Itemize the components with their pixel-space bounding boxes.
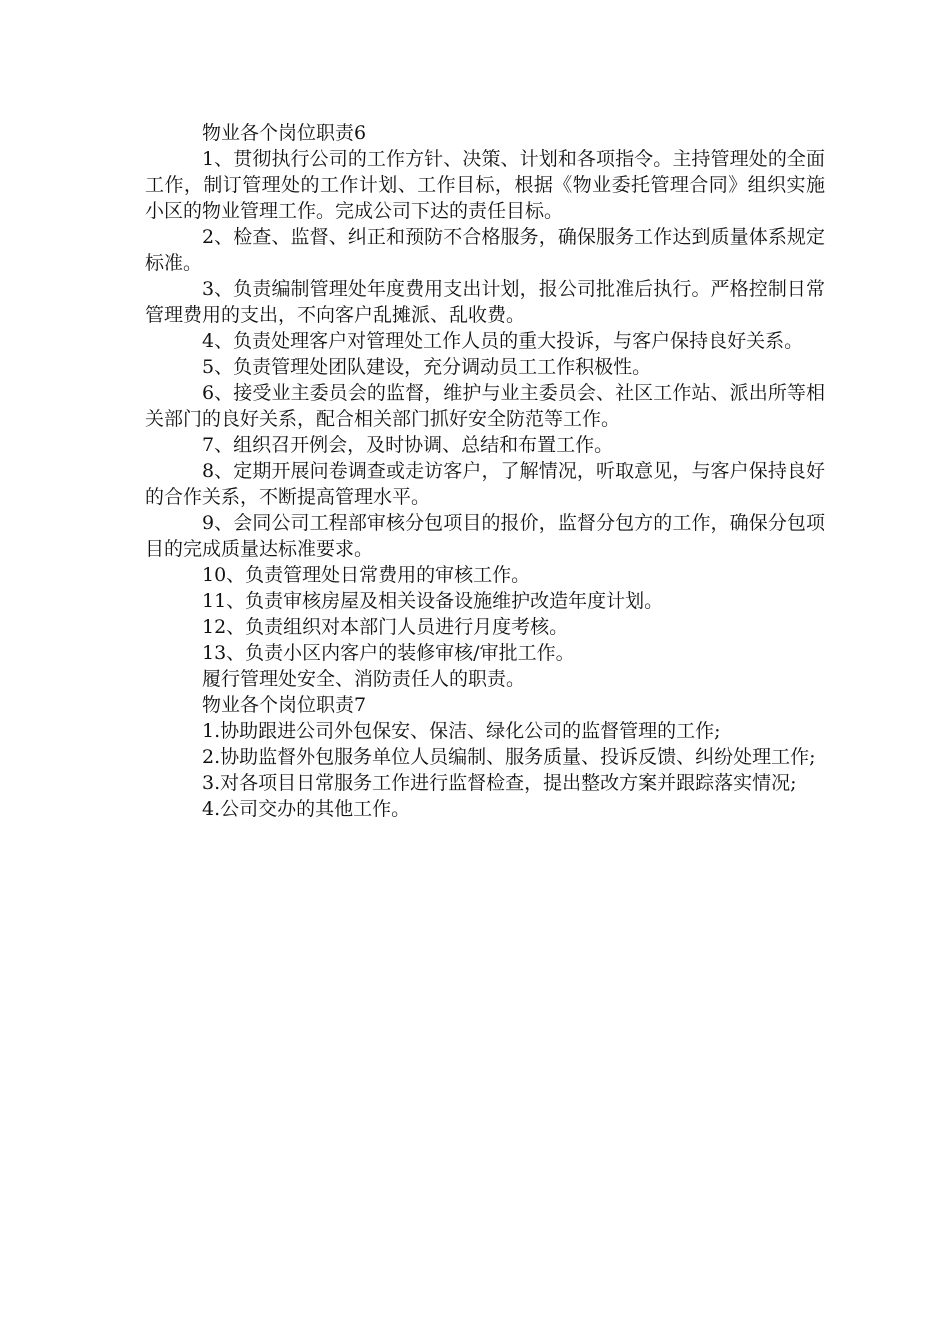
section-6-closing: 履行管理处安全、消防责任人的职责。 <box>202 668 526 690</box>
section-6-item-11: 11、负责审核房屋及相关设备设施维护改造年度计划。 <box>202 590 664 612</box>
section-6-item-10: 10、负责管理处日常费用的审核工作。 <box>202 564 531 586</box>
section-6-item-2: 2、检查、监督、纠正和预防不合格服务，确保服务工作达到质量体系规定标准。 <box>145 226 825 274</box>
section-6-item-12: 12、负责组织对本部门人员进行月度考核。 <box>202 616 569 638</box>
section-6-item-7: 7、组织召开例会，及时协调、总结和布置工作。 <box>202 434 614 456</box>
section-7-item-3: 3.对各项目日常服务工作进行监督检查，提出整改方案并跟踪落实情况; <box>202 772 797 794</box>
section-6-item-6: 6、接受业主委员会的监督，维护与业主委员会、社区工作站、派出所等相关部门的良好关系，配合相关部门抓好安全防范等工作。 <box>145 382 825 430</box>
section-6-item-3: 3、负责编制管理处年度费用支出计划，报公司批准后执行。严格控制日常管理费用的支出，不向客户乱摊派、乱收费。 <box>145 278 825 326</box>
section-6-item-13: 13、负责小区内客户的装修审核/审批工作。 <box>202 642 575 664</box>
section-6-title: 物业各个岗位职责6 <box>202 122 367 144</box>
section-6-item-9: 9、会同公司工程部审核分包项目的报价，监督分包方的工作，确保分包项目的完成质量达标准要求。 <box>145 512 825 560</box>
section-6-item-1: 1、贯彻执行公司的工作方针、决策、计划和各项指令。主持管理处的全面工作，制订管理处的工作计划、工作目标，根据《物业委托管理合同》组织实施小区的物业管理工作。完成公司下达的责任目标。 <box>145 148 825 222</box>
section-6-item-4: 4、负责处理客户对管理处工作人员的重大投诉，与客户保持良好关系。 <box>202 330 804 352</box>
section-7-item-4: 4.公司交办的其他工作。 <box>202 798 411 820</box>
section-7-title: 物业各个岗位职责7 <box>202 694 367 716</box>
section-6-item-5: 5、负责管理处团队建设，充分调动员工工作积极性。 <box>202 356 652 378</box>
section-7-item-1: 1.协助跟进公司外包保安、保洁、绿化公司的监督管理的工作; <box>202 720 721 742</box>
document-page <box>145 120 825 822</box>
section-6-item-8: 8、定期开展问卷调查或走访客户，了解情况，听取意见，与客户保持良好的合作关系，不断提高管理水平。 <box>145 460 825 508</box>
section-7-item-2: 2.协助监督外包服务单位人员编制、服务质量、投诉反馈、纠纷处理工作; <box>202 746 816 768</box>
